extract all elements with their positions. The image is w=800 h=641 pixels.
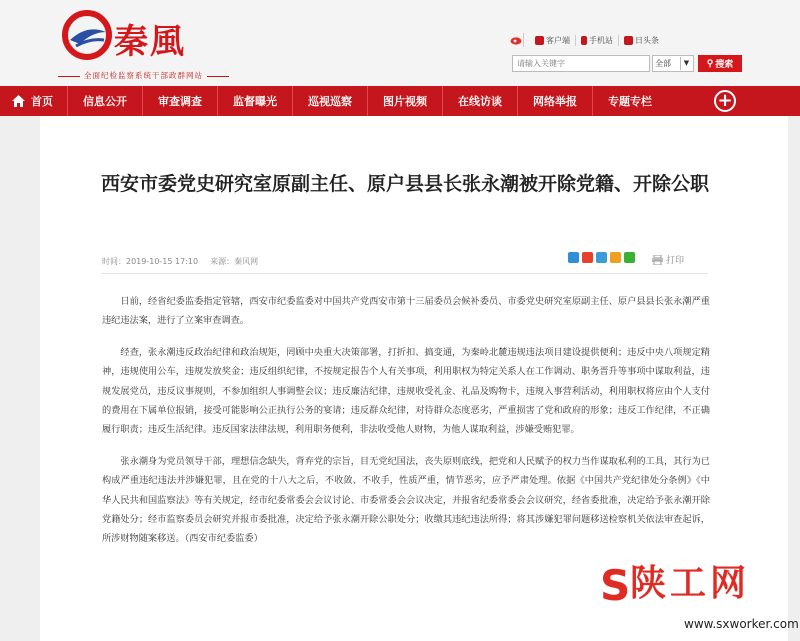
logo-subtitle: 全面纪检监察系统干部政群网站 bbox=[54, 70, 233, 81]
mobile-label: 手机站 bbox=[589, 35, 613, 45]
weibo-icon[interactable] bbox=[508, 33, 524, 47]
search-button-label: 搜索 bbox=[715, 59, 734, 69]
plus-icon[interactable]: + bbox=[714, 90, 736, 112]
share-bar bbox=[568, 252, 635, 263]
search-bar bbox=[512, 55, 732, 72]
search-input[interactable] bbox=[512, 55, 650, 72]
print-button[interactable] bbox=[652, 253, 684, 266]
nav-item-media[interactable]: 图片视频 bbox=[367, 86, 442, 116]
site-header bbox=[0, 0, 800, 86]
nav-item-info-public[interactable]: 信息公开 bbox=[67, 86, 142, 116]
main-nav bbox=[0, 86, 800, 116]
toutiao-icon bbox=[624, 36, 633, 45]
search-icon: ⚲ bbox=[706, 58, 714, 68]
home-icon bbox=[12, 95, 25, 107]
nav-home-label: 首页 bbox=[31, 95, 53, 108]
share-weibo-icon[interactable] bbox=[582, 252, 593, 263]
client-icon bbox=[535, 36, 544, 45]
client-label: 客户端 bbox=[546, 35, 570, 45]
article-body bbox=[102, 292, 710, 561]
paragraph: 日前，经省纪委监委指定管辖，西安市纪委监委对中国共产党西安市第十三届委员会候补委员、市委党史研究室原副主任、原户县县长张永潮严重违纪违法案，进行了立案审查调查。 bbox=[102, 296, 710, 327]
mobile-icon bbox=[581, 36, 587, 45]
nav-item-investigation[interactable]: 审查调查 bbox=[142, 86, 217, 116]
watermark-text: 陕工网 bbox=[630, 562, 751, 604]
article-meta bbox=[102, 256, 258, 267]
paragraph: 张永潮身为党员领导干部，理想信念缺失，背弃党的宗旨，目无党纪国法，丧失原则底线，把党和人民赋予的权力当作谋取私利的工具，其行为已构成严重违纪违法并涉嫌犯罪，且在党的十八大之后，不收敛、不收手，性质严重，情节恶劣，应予严肃处理。依据《中国共产党纪律处分条例》《中华人民共和国监察法》等有关规定，经市纪委常委会会议讨论、市委常委会会议决定，并报省纪委常委会会议研究，经省委批准，决定给予张永潮开除党籍处分；经市监察委员会研究并报市委批准，决定给予张永潮开除公职处分；收缴其违纪违法所得；将其涉嫌犯罪问题移送检察机关依法审查起诉，所涉财物随案移送。（西安市纪委监委） bbox=[102, 455, 710, 545]
logo-text: 秦風 bbox=[114, 22, 186, 62]
toutiao-label: 日头条 bbox=[635, 35, 659, 45]
watermark bbox=[600, 555, 800, 641]
paragraph: 经查，张永潮违反政治纪律和政治规矩，罔顾中央重大决策部署，打折扣、搞变通，为秦岭北麓违规违法项目建设提供便利；违反中央八项规定精神，违规使用公车，违规发放奖金；违反组织纪律，不按规定报告个人有关事项，利用职权为特定关系人在工作调动、职务晋升等事项中谋取利益，违规发展党员，违反议事规则，不参加组织人事调整会议；违反廉洁纪律，违规收受礼金、礼品及购物卡，违规入事营利活动，利用职权将应由个人支付的费用在下属单位报销，接受可能影响公正执行公务的宴请；违反群众纪律，对待群众态度恶劣，严重损害了党和政府的形象；违反工作纪律，不正确履行职责；违反生活纪律。违反国家法律法规，利用职务便利，非法收受他人财物，为他人谋取利益，涉嫌受贿犯罪。 bbox=[102, 346, 710, 436]
site-logo[interactable] bbox=[62, 8, 262, 80]
mobile-link[interactable] bbox=[576, 35, 619, 46]
share-renren-icon[interactable] bbox=[610, 252, 621, 263]
nav-item-exposure[interactable]: 监督曝光 bbox=[217, 86, 292, 116]
watermark-url: www.sxworker.com bbox=[684, 617, 799, 631]
share-tencent-icon[interactable] bbox=[596, 252, 607, 263]
nav-item-home[interactable] bbox=[0, 86, 67, 116]
article-source: 来源：秦风网 bbox=[210, 257, 259, 266]
logo-emblem-icon bbox=[62, 10, 112, 60]
nav-item-interview[interactable]: 在线访谈 bbox=[442, 86, 517, 116]
nav-item-special[interactable]: 专题专栏 bbox=[592, 86, 667, 116]
chevron-down-icon: ▼ bbox=[680, 57, 692, 70]
client-link[interactable] bbox=[530, 35, 576, 46]
top-links bbox=[508, 32, 664, 48]
print-label: 打印 bbox=[666, 256, 685, 266]
nav-item-inspection[interactable]: 巡视巡察 bbox=[292, 86, 367, 116]
share-wechat-icon[interactable] bbox=[624, 252, 635, 263]
article-title: 西安市委党史研究室原副主任、原户县县长张永潮被开除党籍、开除公职 bbox=[100, 173, 709, 195]
search-button[interactable] bbox=[698, 55, 742, 72]
watermark-logo-icon: S bbox=[600, 561, 631, 610]
divider bbox=[102, 273, 708, 274]
search-scope-value: 全部 bbox=[655, 59, 671, 68]
article-time: 时间：2019-10-15 17:10 bbox=[102, 257, 199, 266]
toutiao-link[interactable] bbox=[619, 35, 664, 46]
share-qzone-icon[interactable] bbox=[568, 252, 579, 263]
search-scope-select[interactable] bbox=[652, 55, 694, 72]
nav-item-report[interactable]: 网络举报 bbox=[517, 86, 592, 116]
printer-icon bbox=[652, 255, 663, 265]
